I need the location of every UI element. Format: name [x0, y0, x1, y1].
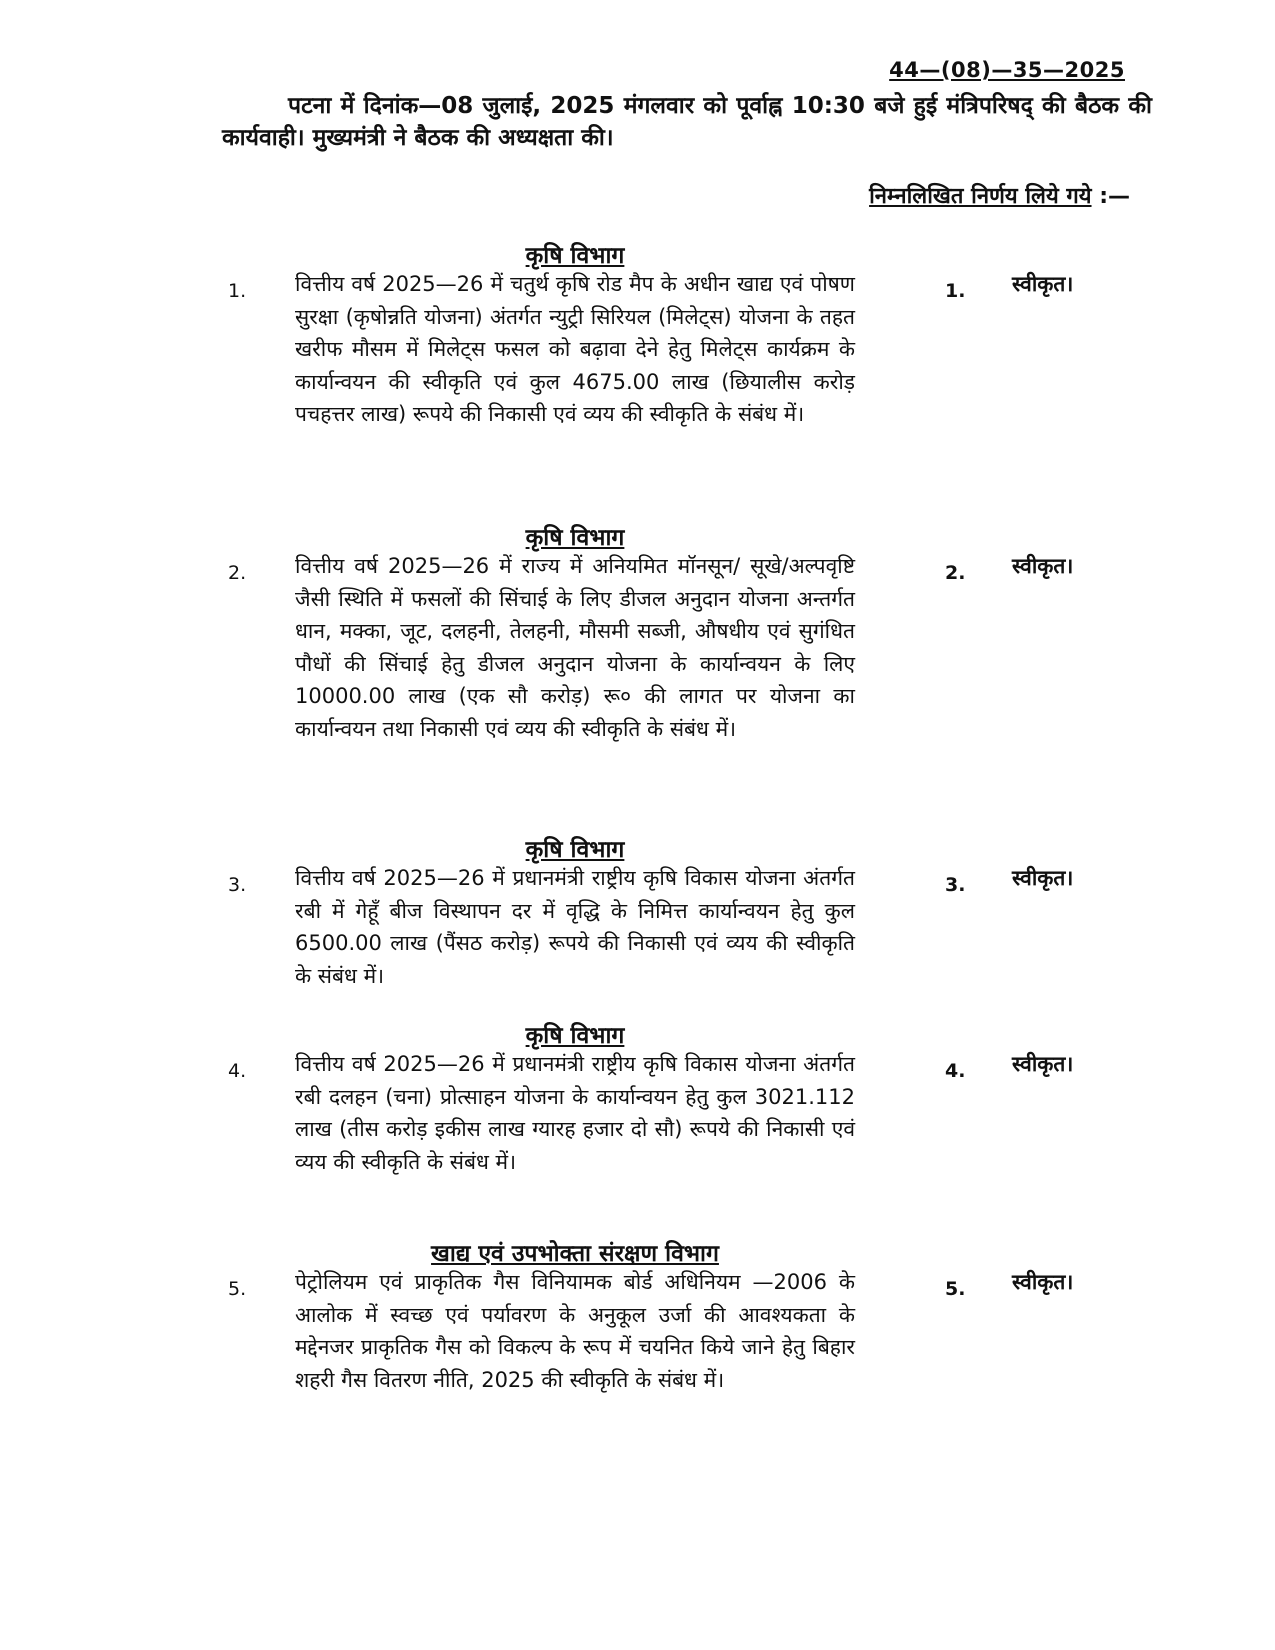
result-number: 3. [945, 874, 966, 896]
status-approved: स्वीकृत। [1012, 1270, 1074, 1294]
item-text: पेट्रोलियम एवं प्राकृतिक गैस विनियामक बोर्ड अधिनियम —2006 के आलोक में स्वच्छ एवं पर्यावरण के अनुकूल उर्जा की आवश्यकता के मद्देनजर प्राकृतिक गैस को विकल्प के रूप में चयनित किये जाने हेतु बिहार शहरी गैस वितरण नीति, 2025 की स्वीकृति के संबंध में। [295, 1270, 855, 1392]
status-approved: स्वीकृत। [1012, 866, 1074, 890]
result-number: 2. [945, 562, 966, 584]
item-text: वित्तीय वर्ष 2025—26 में राज्य में अनियमित मॉनसून/ सूखे/अल्पवृष्टि जैसी स्थिति में फसलों की सिंचाई के लिए डीजल अनुदान योजना अन्तर्गत धान, मक्का, जूट, दलहनी, तेलहनी, मौसमी सब्जी, औषधीय एवं सुगंधित पौधों की सिंचाई हेतु डीजल अनुदान योजना के कार्यान्वयन के लिए 10000.00 लाख (एक सौ करोड़) रू० की लागत पर योजना का कार्यान्वयन तथा निकासी एवं व्यय की स्वीकृति के संबंध में। [295, 554, 855, 741]
department-heading: कृषि विभाग [525, 243, 625, 269]
decisions-heading-suffix: :— [1091, 184, 1130, 209]
meeting-intro: पटना में दिनांक—08 जुलाई, 2025 मंगलवार को पूर्वाह्न 10:30 बजे हुई मंत्रिपरिषद् की बैठक की कार्यवाही। मुख्यमंत्री ने बैठक की अध्यक्षता की। [222, 93, 1152, 151]
result-number: 1. [945, 280, 966, 302]
item-number: 3. [228, 874, 247, 896]
item-text: वित्तीय वर्ष 2025—26 में प्रधानमंत्री राष्ट्रीय कृषि विकास योजना अंतर्गत रबी में गेहूँ बीज विस्थापन दर में वृद्धि के निमित्त कार्यान्वयन हेतु कुल 6500.00 लाख (पैंसठ करोड़) रूपये की निकासी एवं व्यय की स्वीकृति के संबंध में। [295, 866, 855, 988]
decisions-heading [790, 180, 1130, 210]
status-approved: स्वीकृत। [1012, 1052, 1074, 1076]
status-approved: स्वीकृत। [1012, 272, 1074, 296]
result-number: 5. [945, 1278, 966, 1300]
department-heading: कृषि विभाग [525, 837, 625, 863]
item-text: वित्तीय वर्ष 2025—26 में चतुर्थ कृषि रोड मैप के अधीन खाद्य एवं पोषण सुरक्षा (कृषोन्नति योजना) अंतर्गत न्युट्री सिरियल (मिलेट्स) योजना के तहत खरीफ मौसम में मिलेट्स फसल को बढ़ावा देने हेतु मिलेट्स कार्यक्रम के कार्यान्वयन की स्वीकृति एवं कुल 4675.00 लाख (छियालीस करोड़ पचहत्तर लाख) रूपये की निकासी एवं व्यय की स्वीकृति के संबंध में। [295, 272, 855, 426]
decisions-heading-text: निम्नलिखित निर्णय लिये गये [869, 184, 1092, 209]
item-number: 1. [228, 280, 247, 302]
item-number: 5. [228, 1278, 247, 1300]
department-heading: कृषि विभाग [525, 525, 625, 551]
item-text: वित्तीय वर्ष 2025—26 में प्रधानमंत्री राष्ट्रीय कृषि विकास योजना अंतर्गत रबी दलहन (चना) प्रोत्साहन योजना के कार्यान्वयन हेतु कुल 3021.112 लाख (तीस करोड़ इकीस लाख ग्यारह हजार दो सौ) रूपये की निकासी एवं व्यय की स्वीकृति के संबंध में। [295, 1052, 855, 1174]
reference-number: 44—(08)—35—2025 [889, 58, 1125, 82]
department-heading: खाद्य एवं उपभोक्ता संरक्षण विभाग [431, 1241, 719, 1267]
item-number: 2. [228, 562, 247, 584]
department-heading: कृषि विभाग [525, 1023, 625, 1049]
item-number: 4. [228, 1060, 247, 1082]
result-number: 4. [945, 1060, 966, 1082]
status-approved: स्वीकृत। [1012, 554, 1074, 578]
